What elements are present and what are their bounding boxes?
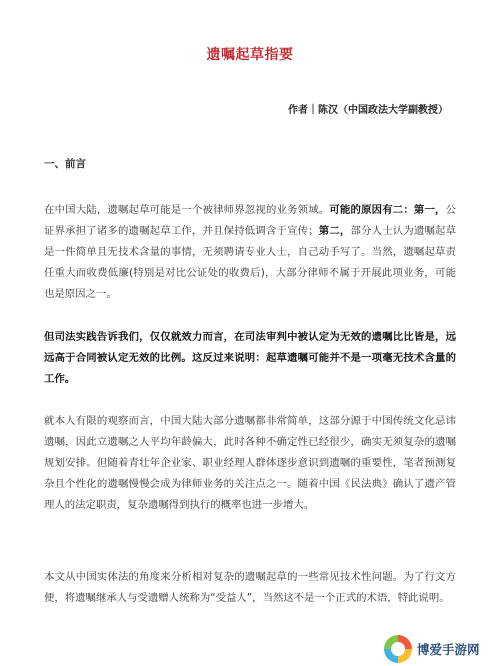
paragraph-1-part-c: 公证界承担了诸多的遗嘱起草工作，并且保持低调含于宣传；	[44, 204, 457, 237]
paragraph-4: 本文从中国实体法的角度来分析相对复杂的遗嘱起草的一些常见技术性问题。为了行文方便，将遗嘱继承人与受遗赠人统称为“受益人”，当然这不是一个正式的术语，特此说明。	[44, 571, 456, 604]
author-line: 作者｜陈汉（中国政法大学副教授）	[288, 105, 448, 116]
paragraph-1-part-d: 第二，	[318, 225, 351, 237]
paragraph-1-part-a: 在中国大陆，遗嘱起草可能是一个被律师界忽视的业务领域。	[44, 204, 330, 216]
paragraph-1	[44, 200, 456, 305]
section-heading-preface: 一、前言	[44, 158, 86, 170]
colorful-ring-logo-icon	[384, 635, 412, 663]
document-title: 遗嘱起草指要	[206, 47, 294, 63]
paragraph-1-part-e: 部分人士认为遗嘱起草是一件简单且无技术含量的事情，无须聘请专业人士，自己动手写了。当然，遗嘱起草责任重大而收费低廉(特别是对比公证处的收费后)，大部分律师不属于开展此项业务，可能也是原因之一。	[44, 225, 457, 300]
paragraph-3: 就本人有限的观察而言，中国大陆大部分遗嘱都非常简单，这部分源于中国传统文化忌讳遗嘱，因此立遗嘱之人平均年龄偏大，此时各种不确定性已经很少，确实无须复杂的遗嘱规划安排。但随着青壮年企业家、职业经理人群体逐步意识到遗嘱的重要性，笔者预测复杂且个性化的遗嘱慢慢会成为律师业务的关注点之一。随着中国《民法典》确认了遗产管理人的法定职责，复杂遗嘱得到执行的概率也进一步增大。	[44, 415, 456, 511]
watermark	[384, 634, 496, 664]
paragraph-2: 但司法实践告诉我们，仅仅就效力而言，在司法审判中被认定为无效的遗嘱比比皆是，远远高于合同被认定无效的比例。这反过来说明：起草遗嘱可能并不是一项毫无技术含量的工作。	[44, 331, 456, 385]
paragraph-1-part-b: 可能的原因有二：第一，	[329, 204, 446, 216]
watermark-text: 博爱手游网	[417, 642, 480, 657]
